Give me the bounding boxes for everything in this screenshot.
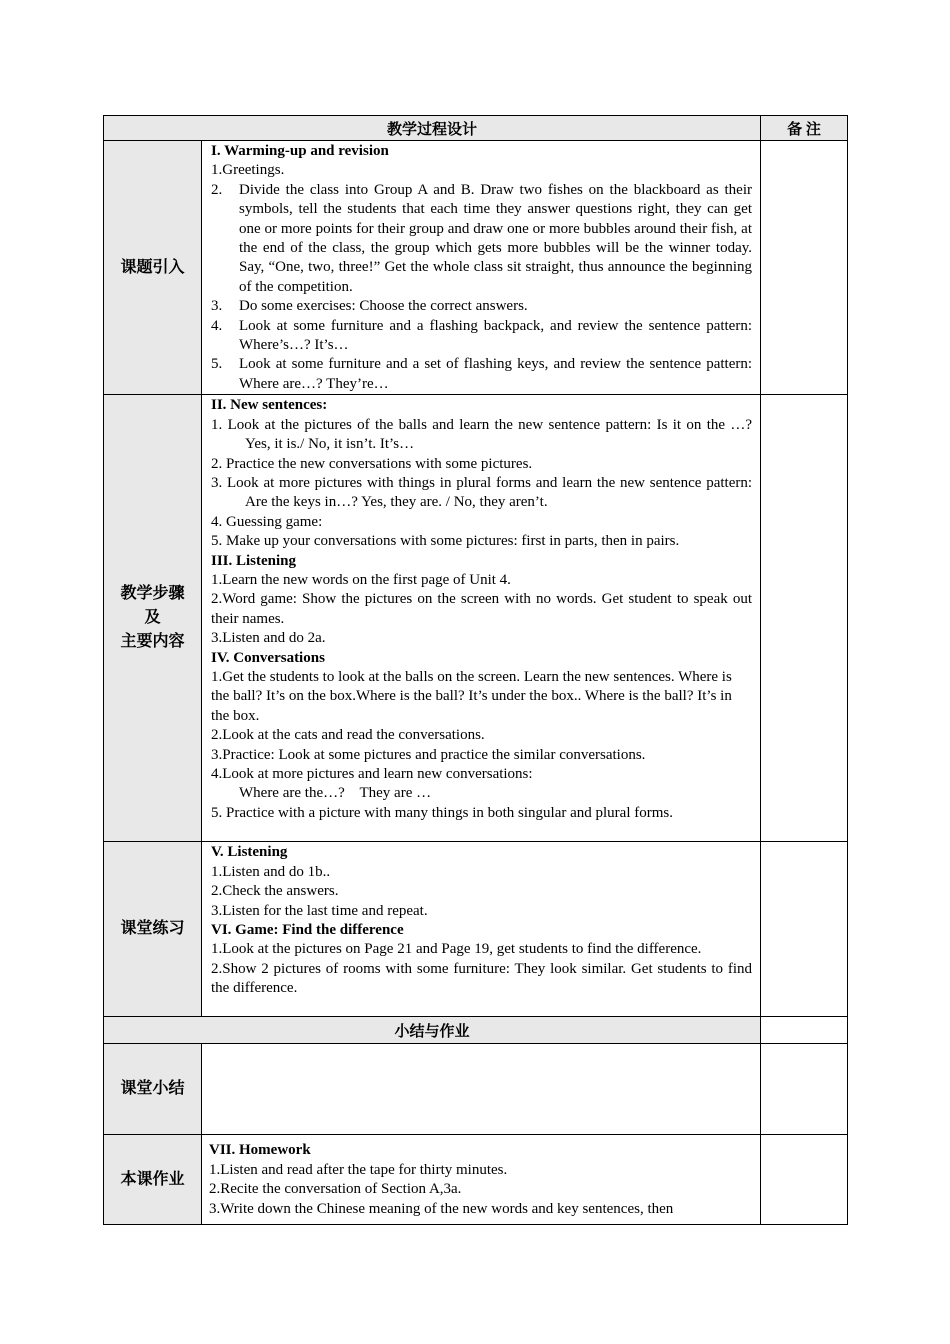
- section-homework-row: [104, 1135, 848, 1225]
- new-item-3: 3. Look at more pictures with things in plural forms and learn the new sentence pattern: Are the keys in…? Yes, they are. / No, they aren’t.: [211, 474, 753, 511]
- section-main-row: [104, 395, 848, 842]
- conversation-item-4b: Where are the…? They are …: [239, 785, 432, 802]
- game-item-1: 1.Look at the pictures on Page 21 and Page 19, get students to find the difference.: [211, 941, 702, 958]
- section-homework-content: [202, 1135, 761, 1225]
- conversation-item-5: 5. Practice with a picture with many things in both singular and plural forms.: [211, 804, 673, 821]
- table-header-row: [104, 116, 848, 141]
- homework-item-2: 2.Recite the conversation of Section A,3a.: [209, 1181, 462, 1198]
- intro-item-2-num: 2.: [211, 181, 223, 198]
- listening-item-3: 3.Listen and do 2a.: [211, 630, 326, 647]
- intro-item-4-num: 4.: [211, 317, 223, 334]
- intro-item-2: [211, 181, 752, 297]
- section-homework-notes: [761, 1135, 848, 1225]
- section-main-label-line3: 主要内容: [120, 633, 185, 651]
- homework-heading: VII. Homework: [209, 1142, 311, 1159]
- section-intro-notes: [761, 141, 848, 395]
- intro-item-3-num: 3.: [211, 298, 223, 315]
- listening-heading: III. Listening: [211, 552, 297, 569]
- section-homework-label: 本课作业: [104, 1135, 202, 1225]
- intro-item-5-text: Look at some furniture and a set of flashing keys, and review the sentence pattern: Where are…? They’re…: [239, 356, 753, 392]
- intro-item-5-num: 5.: [211, 356, 223, 373]
- section-summary-notes: [761, 1044, 848, 1135]
- lesson-plan-table: [103, 115, 848, 1225]
- section-main-content: [202, 395, 761, 842]
- intro-item-4: [211, 317, 752, 356]
- practice-listening-heading: V. Listening: [211, 844, 288, 861]
- new-item-5: 5. Make up your conversations with some pictures: first in parts, then in pairs.: [211, 533, 680, 550]
- intro-item-3-text: Do some exercises: Choose the correct answers.: [239, 298, 528, 315]
- listening-item-2: 2.Word game: Show the pictures on the screen with no words. Get student to speak out their names.: [211, 591, 753, 627]
- section-main-label: [104, 395, 202, 842]
- section-main-notes: [761, 395, 848, 842]
- section-main-label-line2: 及: [144, 609, 161, 627]
- game-heading: VI. Game: Find the difference: [211, 921, 404, 938]
- intro-line-1: 1.Greetings.: [211, 162, 285, 179]
- practice-listening-3: 3.Listen for the last time and repeat.: [211, 902, 428, 919]
- intro-item-5: [211, 355, 752, 394]
- section-intro-heading: I. Warming-up and revision: [211, 143, 389, 159]
- section-practice-row: [104, 842, 848, 1017]
- new-sentences-heading: II. New sentences:: [211, 397, 328, 414]
- practice-listening-2: 2.Check the answers.: [211, 883, 339, 900]
- intro-item-3: [211, 297, 752, 316]
- homework-item-3: 3.Write down the Chinese meaning of the new words and key sentences, then: [209, 1200, 674, 1217]
- section-intro-content: [202, 141, 761, 395]
- section-main-label-line1: 教学步骤: [120, 585, 185, 603]
- homework-item-1: 1.Listen and read after the tape for thirty minutes.: [209, 1161, 508, 1178]
- new-item-4: 4. Guessing game:: [211, 513, 323, 530]
- new-item-1: 1. Look at the pictures of the balls and learn the new sentence pattern: Is it on the …? Yes, it is./ No, it isn’t. It’s…: [211, 416, 753, 453]
- practice-listening-1: 1.Listen and do 1b..: [211, 863, 331, 880]
- summary-header-row: [104, 1017, 848, 1044]
- section-summary-row: [104, 1044, 848, 1135]
- new-item-2: 2. Practice the new conversations with some pictures.: [211, 455, 533, 472]
- section-intro-label: 课题引入: [104, 141, 202, 395]
- section-practice-label: 课堂练习: [104, 842, 202, 1017]
- header-title: 教学过程设计: [104, 116, 761, 141]
- conversation-item-3: 3.Practice: Look at some pictures and practice the similar conversations.: [211, 746, 646, 763]
- intro-item-4-text: Look at some furniture and a flashing backpack, and review the sentence pattern: Where’s…? It’s…: [239, 317, 753, 354]
- listening-item-1: 1.Learn the new words on the first page of Unit 4.: [211, 571, 511, 588]
- section-practice-notes: [761, 842, 848, 1017]
- conversation-item-2: 2.Look at the cats and read the conversations.: [211, 727, 485, 744]
- summary-header-title: 小结与作业: [104, 1017, 761, 1044]
- conversation-item-1: 1.Get the students to look at the balls on the screen. Learn the new sentences. Where is the ball? It’s on the box.Where is the ball? It’s under the box.. Where is the ball? It’s in the box.: [211, 668, 732, 724]
- summary-header-notes: [761, 1017, 848, 1044]
- section-practice-content: [202, 842, 761, 1017]
- intro-item-2-text: Divide the class into Group A and B. Draw two fishes on the blackboard as their symbols, tell the students that each time they answer questions right, they can get one or more points for their group and draw one or more bubbles around their fish, at the end of the class, the group which gets more bubbles will be the winner today. Say, “One, two, three!” Get the whole class sit straight, thus announce the beginning of the competition.: [239, 181, 753, 295]
- conversation-item-4: 4.Look at more pictures and learn new conversations:: [211, 766, 533, 782]
- section-summary-content: [202, 1044, 761, 1135]
- conversations-heading: IV. Conversations: [211, 649, 325, 666]
- header-notes: 备 注: [761, 116, 848, 141]
- section-summary-label: 课堂小结: [104, 1044, 202, 1135]
- section-intro-row: [104, 141, 848, 395]
- game-item-2: 2.Show 2 pictures of rooms with some furniture: They look similar. Get students to find the difference.: [211, 960, 753, 997]
